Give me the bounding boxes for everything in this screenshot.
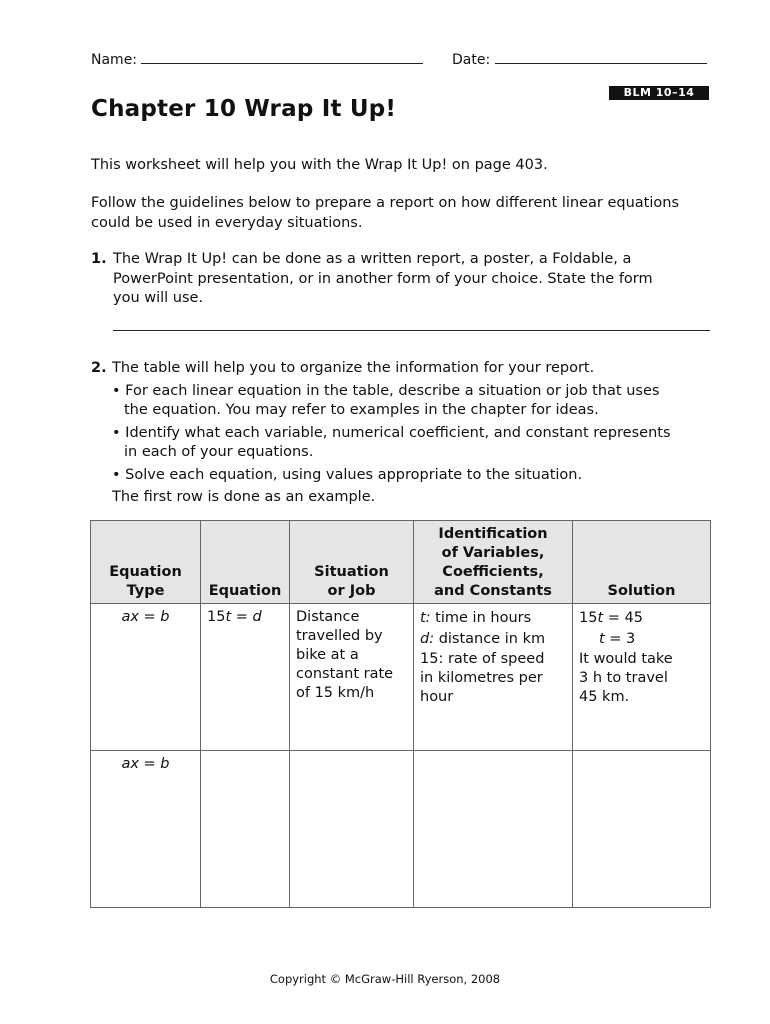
item-1-text	[113, 250, 713, 309]
header-solution	[573, 521, 711, 604]
table-row	[91, 604, 711, 751]
item-2-text	[112, 359, 712, 508]
solution-text: = 3	[604, 631, 636, 647]
guidelines-text	[91, 194, 679, 233]
list-item	[112, 382, 712, 421]
name-label: Name:	[91, 52, 138, 68]
solution-line: It would take	[579, 651, 673, 667]
ident-var: t:	[420, 610, 431, 626]
cell-situation	[290, 604, 414, 751]
solution-line	[579, 608, 704, 628]
solution-line: 3 h to travel	[579, 670, 668, 686]
cell-solution	[573, 604, 711, 751]
answer-line[interactable]	[113, 316, 710, 331]
cell-equation-type	[91, 604, 201, 751]
header-line: Type	[126, 583, 165, 599]
solution-line	[579, 628, 704, 650]
cell-equation	[201, 604, 290, 751]
bullet-line: in each of your equations.	[124, 444, 314, 460]
header-line: or Job	[327, 583, 376, 599]
list-item	[112, 466, 712, 486]
header-equation	[201, 521, 290, 604]
date-blank[interactable]	[495, 50, 707, 64]
bullet-line: the equation. You may refer to examples in the chapter for ideas.	[124, 402, 599, 418]
situation-line: of 15 km/h	[296, 685, 375, 701]
header-situation	[290, 521, 414, 604]
ident-line	[420, 629, 566, 650]
item-1-line: PowerPoint presentation, or in another form of your choice. State the form	[113, 270, 653, 287]
guidelines-line: could be used in everyday situations.	[91, 214, 363, 231]
item-1-line: The Wrap It Up! can be done as a written report, a poster, a Foldable, a	[113, 251, 632, 267]
name-blank[interactable]	[141, 50, 423, 64]
equation-type-text: ax = b	[121, 756, 170, 772]
guidelines-line: Follow the guidelines below to prepare a report on how different linear equations	[91, 195, 680, 211]
item-2-intro: The table will help you to organize the information for your report.	[112, 360, 595, 376]
copyright: Copyright © McGraw-Hill Ryerson, 2008	[269, 972, 501, 986]
bullet-line: • Identify what each variable, numerical coefficient, and constant represents	[112, 424, 671, 441]
item-number: 2.	[91, 360, 107, 376]
date-label: Date:	[452, 52, 491, 68]
header-line: Coefficients,	[442, 564, 544, 580]
list-item	[112, 424, 712, 463]
page-title: Chapter 10 Wrap It Up!	[91, 96, 397, 122]
item-1-line: you will use.	[113, 290, 204, 306]
intro-text: This worksheet will help you with the Wrap It Up! on page 403.	[91, 157, 548, 173]
item-1-number	[91, 250, 107, 270]
table-row	[91, 751, 711, 908]
equation-type-text: ax = b	[121, 609, 170, 625]
table-header-row	[91, 521, 711, 604]
ident-line: in kilometres per	[420, 670, 543, 686]
cell-equation-blank[interactable]	[201, 751, 290, 908]
cell-identification-blank[interactable]	[414, 751, 573, 908]
situation-line: bike at a	[296, 647, 359, 663]
header-line: of Variables,	[441, 545, 545, 561]
header-line: and Constants	[434, 583, 552, 599]
bullet-line: • For each linear equation in the table, describe a situation or job that uses	[112, 382, 660, 399]
header-line: Solution	[607, 583, 676, 599]
header-line: Equation	[109, 564, 182, 580]
cell-equation-type	[91, 751, 201, 908]
situation-line: Distance	[296, 609, 360, 625]
equations-table	[90, 520, 711, 908]
equation-text: t = d	[225, 609, 262, 625]
cell-situation-blank[interactable]	[290, 751, 414, 908]
situation-line: travelled by	[296, 628, 383, 644]
header-equation-type	[91, 521, 201, 604]
header-line: Equation	[208, 583, 282, 599]
solution-line: 45 km.	[579, 689, 630, 705]
header-line: Identification	[438, 526, 548, 542]
cell-identification	[414, 604, 573, 751]
ident-line: 15: rate of speed	[420, 651, 545, 667]
cell-solution-blank[interactable]	[573, 751, 711, 908]
header-identification	[414, 521, 573, 604]
date-field[interactable]	[452, 50, 707, 68]
ident-line	[420, 608, 566, 629]
solution-var: t	[597, 610, 604, 626]
item-number: 1.	[91, 251, 107, 267]
bullet-list	[112, 382, 712, 486]
item-2-number	[91, 359, 107, 379]
bullet-line: • Solve each equation, using values appropriate to the situation.	[112, 466, 583, 483]
item-2-closing: The first row is done as an example.	[112, 489, 376, 505]
situation-line: constant rate	[296, 666, 394, 682]
ident-text: time in hours	[430, 610, 532, 626]
header-line: Situation	[314, 564, 389, 580]
ident-text: distance in km	[434, 631, 546, 647]
ident-line: hour	[420, 689, 454, 705]
solution-coef: 15	[579, 610, 598, 626]
solution-var: t	[599, 631, 605, 647]
solution-text: = 45	[603, 610, 643, 626]
name-field[interactable]	[91, 50, 423, 68]
ident-var: d:	[420, 631, 435, 647]
blm-badge: BLM 10–14	[609, 86, 709, 100]
equation-coefficient: 15	[207, 609, 226, 625]
